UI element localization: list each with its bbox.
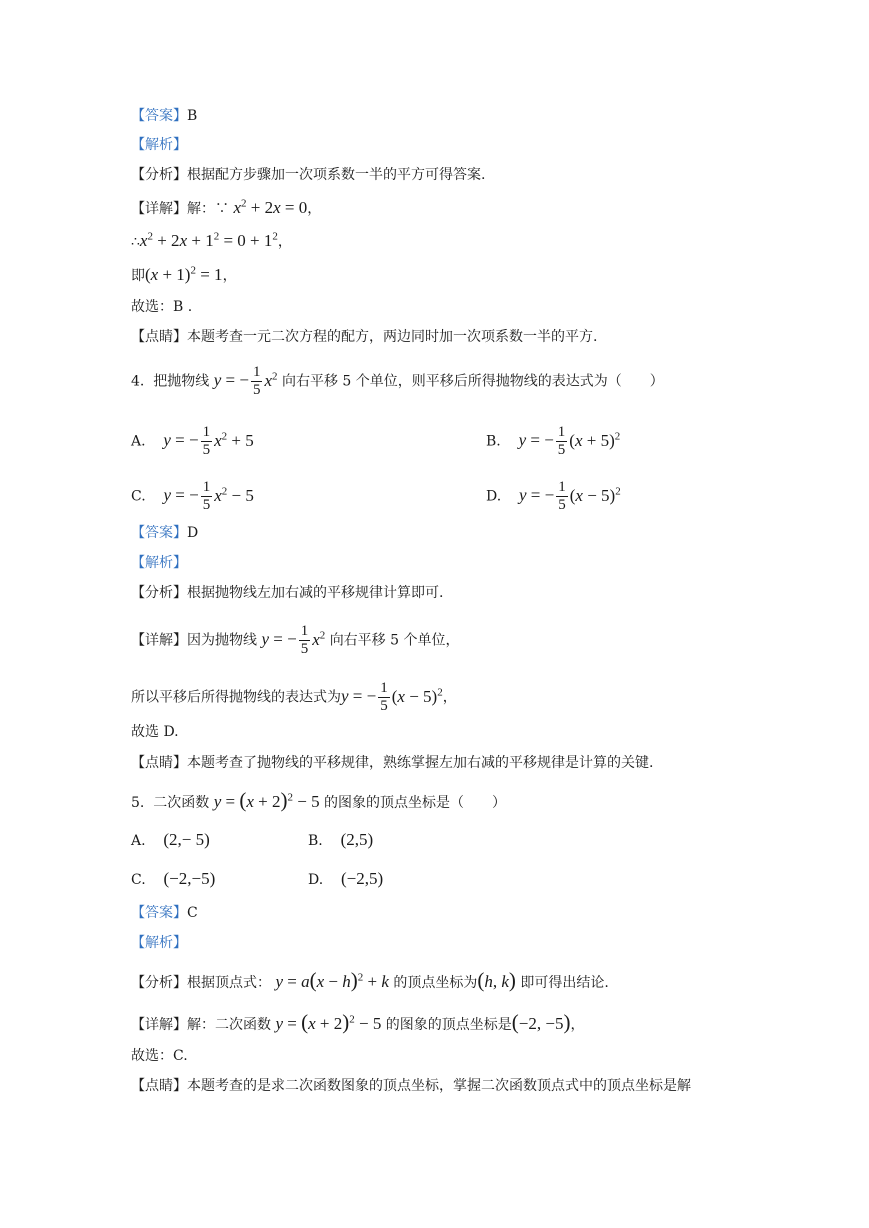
equation: $(x + 1)^2 = 1$ (145, 264, 223, 284)
q4-analysis-tag: 【解析】 (131, 555, 187, 571)
comment-text: 本题考查一元二次方程的配方，两边同时加一次项系数一半的平方. (187, 329, 598, 345)
fenxi-suffix: 即可得出结论. (520, 975, 609, 991)
detail-tag: 【详解】 (131, 1017, 187, 1033)
detail-suffix: 向右平移 5 个单位， (329, 632, 460, 649)
detail-line: 【详解】解：∵ $x^2 + 2x = 0$， (131, 197, 322, 217)
q4-option-c: C. y = − $\frac{1}{5}$ $x^2 - 5$ (131, 479, 254, 513)
q4-answer-line (131, 523, 198, 543)
q4-option-b: B. y = − $\frac{1}{5}$ $(x + 5)^2$ (486, 424, 621, 458)
line2-prefix: 所以平移后所得抛物线的表达式为 (131, 689, 341, 706)
comment-tag: 【点睛】 (131, 755, 187, 771)
q5-number: 5. (131, 795, 145, 811)
step2-line: $\therefore x^2 + 2x + 1^2 = 0 + 1^2$， (131, 230, 292, 250)
q5-prefix: 二次函数 (153, 795, 210, 811)
q4-option-a: A. y = − $\frac{1}{5}$ $x^2 + 5$ (131, 424, 254, 458)
detail-prefix: 解：∵ (187, 201, 229, 217)
q5-option-c (131, 869, 215, 890)
option-value: (2,− 5) (163, 830, 210, 849)
q4-fenxi-line (131, 583, 443, 603)
answer-tag: 【答案】 (131, 108, 187, 124)
comment-tag: 【点睛】 (131, 329, 187, 345)
therefore-symbol: ∴ (131, 234, 140, 250)
q4-option-d: D. y = − $\frac{1}{5}$ $(x - 5)^2$ (486, 479, 621, 513)
comment-text: 本题考查的是求二次函数图象的顶点坐标，掌握二次函数顶点式中的顶点坐标是解 (187, 1078, 691, 1094)
answer-value: D (187, 525, 199, 541)
q5-fenxi-line: 【分析】根据顶点式： $y = a(x - h)^2 + k$ 的顶点坐标为(h, k) 即可得出结论. (131, 968, 609, 992)
option-label: C. (131, 488, 146, 505)
q5-option-d (308, 869, 383, 890)
detail-suffix: ， (570, 1017, 585, 1033)
fenxi-mid: 的顶点坐标为 (393, 975, 478, 991)
option-label: A. (131, 433, 146, 450)
detail-mid: 的图象的顶点坐标是 (385, 1017, 512, 1033)
q4-number: 4. (131, 373, 145, 390)
answer-tag: 【答案】 (131, 525, 187, 541)
q5-analysis-tag: 【解析】 (131, 935, 187, 951)
detail-tag: 【详解】 (131, 201, 187, 217)
analysis-tag: 【解析】 (131, 137, 187, 153)
q5-choose: 故选：C. (131, 1048, 188, 1064)
q4-stem (131, 364, 664, 399)
q5-equation: $y = (x + 2)^2 - 5$ (213, 788, 320, 812)
line2-suffix: ， (442, 689, 457, 706)
q4-choose: 故选 D. (131, 724, 179, 740)
q4-line2: 所以平移后所得抛物线的表达式为y = − $\frac{1}{5}$ $(x - 5)^2$， (131, 680, 457, 714)
answer-value: B (187, 108, 198, 124)
comment-tag: 【点睛】 (131, 1078, 187, 1094)
equation: $x^2 + 2x = 0$ (233, 197, 308, 217)
answer-value: C (187, 905, 198, 921)
option-value: (−2,−5) (163, 869, 216, 888)
q5-detail-line: 【详解】解：二次函数 $y = (x + 2)^2 - 5$ 的图象的顶点坐标是(−2, −5)， (131, 1010, 585, 1034)
option-value: (2,5) (340, 830, 374, 849)
option-value: (−2,5) (341, 869, 384, 888)
fraction: $\frac{1}{5}$ (252, 364, 261, 398)
q4-equation: y = − (213, 370, 249, 390)
comment-line (131, 327, 597, 347)
option-label: A. (131, 833, 146, 849)
step3-prefix: 即 (131, 268, 145, 284)
q4-prefix: 把抛物线 (153, 373, 210, 390)
fenxi-prefix: 根据顶点式： (187, 975, 271, 991)
fenxi-tag: 【分析】 (131, 585, 187, 601)
fenxi-text: 根据抛物线左加右减的平移规律计算即可. (187, 585, 444, 601)
q4-equation: $x^2$ (264, 369, 278, 390)
q5-suffix: 的图象的顶点坐标是（ ） (324, 795, 507, 811)
option-label: D. (486, 488, 502, 505)
q5-option-b (308, 830, 373, 851)
q4-comment (131, 753, 653, 773)
fenxi-text: 根据配方步骤加一次项系数一半的平方可得答案. (187, 167, 486, 183)
detail-prefix: 因为抛物线 (187, 632, 257, 649)
detail-tag: 【详解】 (131, 632, 187, 649)
q4-suffix: 向右平移 5 个单位，则平移后所得抛物线的表达式为（ ） (281, 373, 664, 390)
equation: $x^2 + 2x + 1^2 = 0 + 1^2$ (139, 230, 278, 250)
choose-line: 故选：B . (131, 299, 193, 315)
answer-tag: 【答案】 (131, 905, 187, 921)
q5-stem (131, 790, 506, 813)
q5-option-a (131, 830, 210, 851)
option-label: B. (486, 433, 501, 450)
option-label: D. (308, 872, 324, 888)
comment-text: 本题考查了抛物线的平移规律，熟练掌握左加右减的平移规律是计算的关键. (187, 755, 654, 771)
fenxi-line (131, 165, 485, 185)
step3-line: 即$(x + 1)^2 = 1$， (131, 264, 237, 284)
option-label: B. (308, 833, 323, 849)
fenxi-tag: 【分析】 (131, 167, 187, 183)
q5-comment (131, 1076, 691, 1096)
option-label: C. (131, 872, 146, 888)
detail-prefix: 解：二次函数 (187, 1017, 271, 1033)
answer-line (131, 106, 197, 126)
q4-detail-line: 【详解】因为抛物线 y = − $\frac{1}{5}$ $x^2$ 向右平移 5 个单位， (131, 623, 460, 657)
fenxi-tag: 【分析】 (131, 975, 187, 991)
q5-answer-line (131, 903, 198, 923)
